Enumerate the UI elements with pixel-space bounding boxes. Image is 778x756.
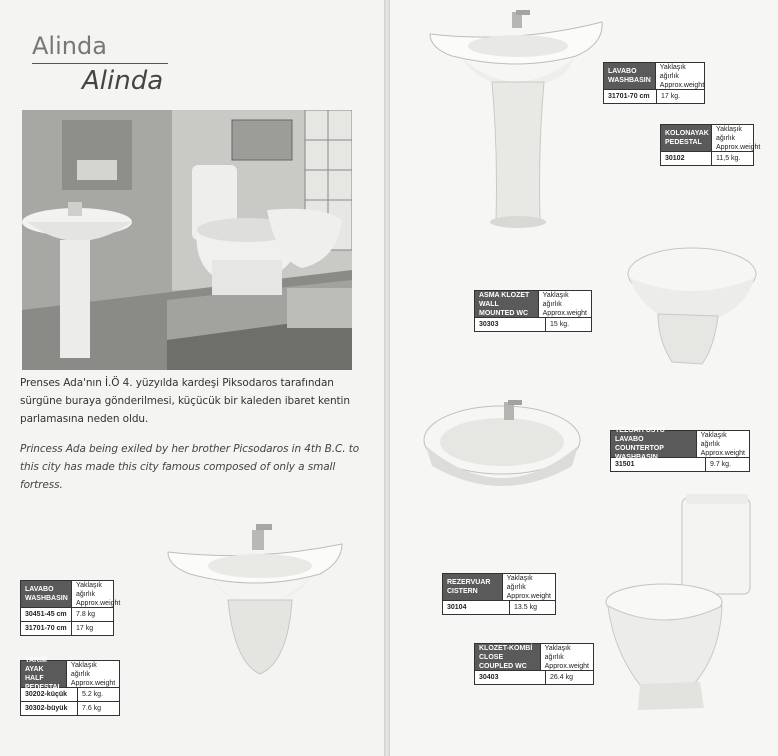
product-name-en: HALF PEDESTAL [25,675,62,691]
weight-label-en: Approx.weight [76,599,121,607]
weight-label-tr: Yaklaşık ağırlık [542,291,569,308]
product-code: 31501 [615,461,635,468]
weight-label-tr: Yaklaşık ağırlık [76,581,102,598]
spec-header-name [611,427,696,461]
product-name-en: CISTERN [447,588,478,595]
spec-header-weight [71,581,124,607]
countertop-washbasin-image [422,400,582,504]
spec-table-washbasin [20,580,121,636]
weight-label-en: Approx.weight [700,449,745,457]
product-weight: 11,5 kg. [711,152,744,165]
product-name-en: CLOSE COUPLED WC [479,653,527,670]
weight-label-tr: Yaklaşık ağırlık [659,63,686,80]
product-weight: 9.7 kg. [705,458,735,471]
product-name-en: COUNTERTOP WASHBASIN [615,445,664,461]
weight-label-en: Approx.weight [716,143,761,151]
product-name-tr: LAVABO [25,586,54,593]
pedestal-washbasin-image [426,10,606,254]
product-weight: 7.6 kg [77,702,105,715]
spec-header-name [21,581,71,607]
weight-label-en: Approx.weight [506,592,551,600]
spec-header-weight [540,644,593,670]
spec-header-name [443,574,502,600]
right-page [390,0,778,756]
weight-label-en: Approx.weight [544,662,589,670]
product-code: 30202-küçük [25,691,68,698]
weight-label-en: Approx.weight [542,309,587,317]
left-page [0,0,384,756]
spec-header-weight [655,63,708,89]
product-name-en: WALL MOUNTED WC [479,300,528,317]
spec-header-weight [711,125,764,151]
product-weight: 17 kg. [656,90,684,103]
product-name-tr: KLOZET-KOMBİ [479,644,533,652]
spec-header-weight [502,574,555,600]
product-name-tr: KOLONAYAK [665,130,709,137]
weight-label-tr: Yaklaşık ağırlık [70,661,97,678]
spec-header-name [604,63,655,89]
product-name-tr: REZERVUAR [447,579,491,586]
spec-header-name [21,657,66,691]
product-weight: 7.8 kg [71,608,99,621]
spec-header-name [475,291,538,317]
spec-table-cistern [442,573,556,615]
weight-label-tr: Yaklaşık ağırlık [716,125,742,142]
weight-label-en: Approx.weight [659,81,705,89]
title-rule [32,63,168,64]
product-weight: 17 kg [71,622,97,635]
product-code: 30104 [447,604,467,611]
spec-header-name [475,644,540,670]
product-name-en: PEDESTAL [665,139,702,146]
description-turkish: Prenses Ada'nın İ.Ö 4. yüzyılda kardeşi Piksodaros tarafından sürgüne buraya gönderilmesi, küçücük bir kaleden ibaret kentin parlamasına neden oldu. [20,377,350,425]
spec-header-name [661,125,711,151]
product-name-tr: ASMA KLOZET [479,291,530,299]
product-weight: 5.2 kg. [77,688,107,701]
product-weight: 26.4 kg [545,671,577,684]
spec-table-countertop-washbasin [610,427,750,472]
spec-table-close-coupled-wc [474,643,594,685]
product-name-tr: YARIM AYAK [25,657,47,673]
product-name-tr: TEZGAH ÜSTÜ LAVABO [615,427,665,443]
half-pedestal-washbasin-image [160,522,350,686]
weight-label-en: Approx.weight [70,679,116,687]
bathroom-photo [22,110,352,370]
product-code: 30303 [479,321,499,328]
wall-mounted-wc-image [618,244,758,378]
product-name-en: WASHBASIN [608,77,651,84]
series-title-italic: Alinda [82,66,164,96]
series-title: Alinda [32,32,107,60]
spec-header-weight [696,431,749,457]
product-code: 31701-70 cm [25,625,67,632]
weight-label-tr: Yaklaşık ağırlık [700,431,727,448]
weight-label-tr: Yaklaşık ağırlık [544,644,571,661]
product-weight: 15 kg. [545,318,573,331]
spec-table-pedestal [660,124,761,166]
description-english: Princess Ada being exiled by her brother Picsodaros in 4th B.C. to this city has made this city famous composed of only a small fortress. [20,443,360,491]
close-coupled-wc-image [604,494,754,718]
spec-header-weight [538,291,591,317]
product-name-en: WASHBASIN [25,595,68,602]
product-code: 30302-büyük [25,705,68,712]
product-code: 31701-70 cm [608,93,650,100]
weight-label-tr: Yaklaşık ağırlık [506,574,533,591]
product-name-tr: LAVABO [608,68,637,75]
spec-table-wall-mounted-wc [474,290,592,332]
spec-table-washbasin-70 [603,62,705,104]
product-code: 30451-45 cm [25,611,67,618]
spec-table-half-pedestal [20,657,120,716]
product-weight: 13.5 kg [509,601,541,614]
spec-header-weight [66,661,119,687]
product-code: 30403 [479,674,499,681]
product-code: 30102 [665,155,685,162]
